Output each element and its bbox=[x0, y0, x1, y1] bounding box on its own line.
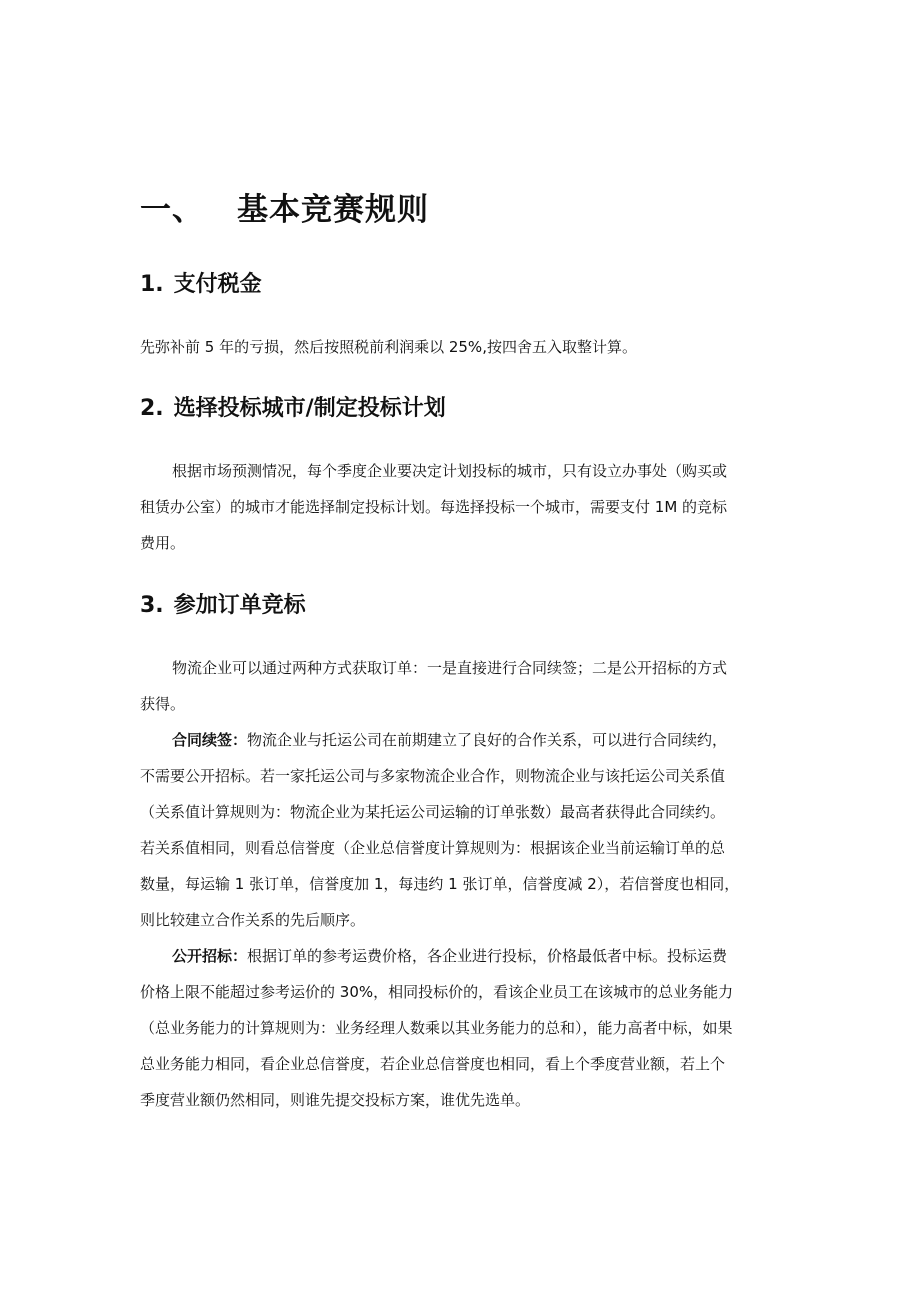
paragraph-line: 获得。 bbox=[140, 695, 186, 713]
heading-number: 3. bbox=[140, 593, 164, 618]
paragraph-line: 先弥补前 5 年的亏损，然后按照税前利润乘以 25%,按四舍五入取整计算。 bbox=[140, 338, 637, 356]
paragraph-line: 价格上限不能超过参考运价的 30%，相同投标价的，看该企业员工在该城市的总业务能力 bbox=[140, 983, 734, 1001]
paragraph-line: 租赁办公室）的城市才能选择制定投标计划。每选择投标一个城市，需要支付 1M 的竞标 bbox=[140, 498, 728, 516]
heading-order-bidding bbox=[140, 589, 306, 623]
paragraph-line: 数量，每运输 1 张订单，信誉度加 1，每违约 1 张订单，信誉度减 2），若信誉度也相同， bbox=[140, 875, 740, 893]
section-heading bbox=[140, 188, 429, 232]
paragraph-line: 费用。 bbox=[140, 534, 186, 552]
paragraph-line bbox=[140, 722, 780, 758]
heading-title: 支付税金 bbox=[173, 272, 262, 297]
paragraph-pay-tax bbox=[140, 329, 780, 365]
heading-title: 选择投标城市/制定投标计划 bbox=[173, 396, 446, 421]
paragraph-text: 根据订单的参考运费价格，各企业进行投标，价格最低者中标。投标运费 bbox=[247, 947, 728, 965]
paragraph-order-intro bbox=[140, 650, 780, 722]
paragraph-select-bid-city bbox=[140, 453, 780, 561]
paragraph-line: （关系值计算规则为：物流企业为某托运公司运输的订单张数）最高者获得此合同续约。 bbox=[140, 803, 726, 821]
heading-select-bid-city bbox=[140, 392, 446, 426]
paragraph-line: 不需要公开招标。若一家托运公司与多家物流企业合作，则物流企业与该托运公司关系值 bbox=[140, 767, 726, 785]
paragraph-line bbox=[140, 938, 780, 974]
section-number: 一、 bbox=[140, 192, 204, 228]
paragraph-line: （总业务能力的计算规则为：业务经理人数乘以其业务能力的总和），能力高者中标，如果 bbox=[140, 1019, 733, 1037]
contract-renewal-label: 合同续签： bbox=[172, 731, 248, 749]
section-title: 基本竞赛规则 bbox=[237, 192, 429, 228]
paragraph-line: 季度营业额仍然相同，则谁先提交投标方案，谁优先选单。 bbox=[140, 1091, 531, 1109]
paragraph-text: 物流企业与托运公司在前期建立了良好的合作关系，可以进行合同续约， bbox=[247, 731, 728, 749]
heading-pay-tax bbox=[140, 268, 262, 302]
paragraph-line: 根据市场预测情况，每个季度企业要决定计划投标的城市，只有设立办事处（购买或 bbox=[172, 462, 728, 480]
paragraph-line: 总业务能力相同，看企业总信誉度，若企业总信誉度也相同，看上个季度营业额，若上个 bbox=[140, 1055, 726, 1073]
public-tender-label: 公开招标： bbox=[172, 947, 248, 965]
paragraph-line: 则比较建立合作关系的先后顺序。 bbox=[140, 911, 366, 929]
paragraph-line: 若关系值相同，则看总信誉度（企业总信誉度计算规则为：根据该企业当前运输订单的总 bbox=[140, 839, 726, 857]
heading-title: 参加订单竞标 bbox=[173, 593, 306, 618]
heading-number: 2. bbox=[140, 396, 164, 421]
paragraph-line: 物流企业可以通过两种方式获取订单：一是直接进行合同续签；二是公开招标的方式 bbox=[172, 659, 728, 677]
paragraph-public-tender bbox=[140, 938, 780, 1118]
heading-number: 1. bbox=[140, 272, 164, 297]
paragraph-contract-renewal bbox=[140, 722, 780, 938]
